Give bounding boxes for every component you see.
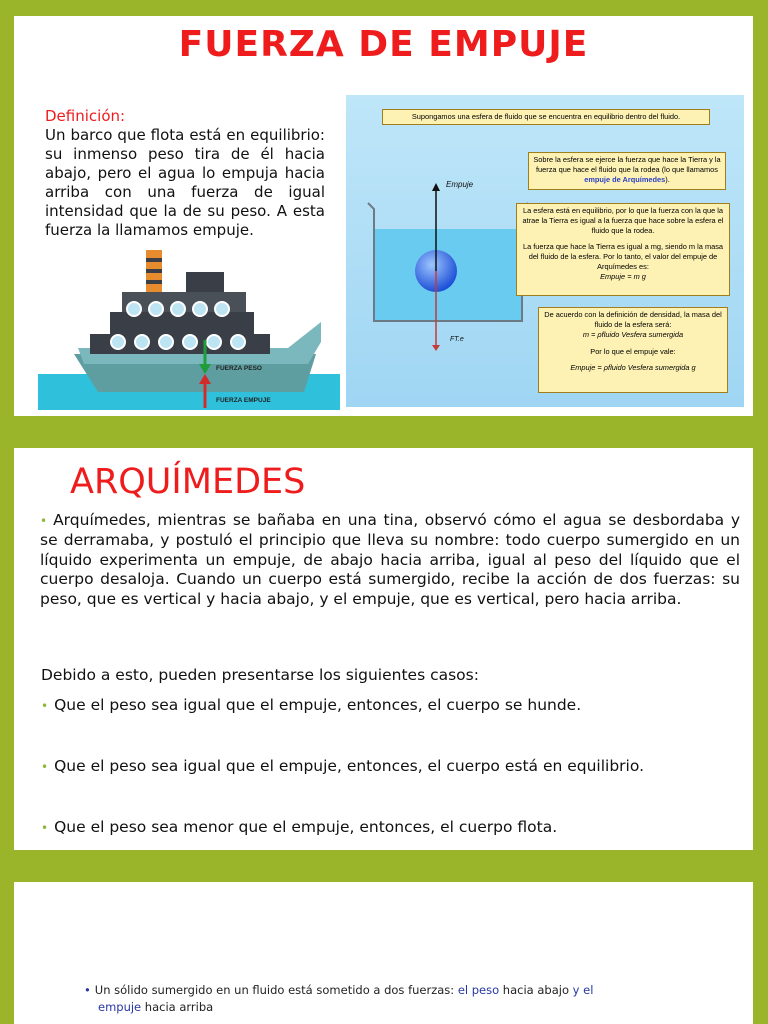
cases-intro: Debido a esto, pueden presentarse los siguientes casos: [41,666,479,684]
bullet-icon: • [41,699,49,713]
bullet-icon: • [41,760,49,774]
weight-label: FUERZA PESO [216,365,262,372]
note-3: De acuerdo con la definición de densidad, la masa del fluido de la esfera será: m = ρfluido Vesfera sumergida Por lo que el empuje vale: Empuje = ρfluido Vesfera sumergida g [538,307,728,393]
bullet-icon: • [40,514,48,528]
slide-forces-summary [14,882,753,1024]
ship-illustration [38,242,340,410]
archimedes-paragraph: • Arquímedes, mientras se bañaba en una tina, observó cómo el agua se desbordaba y se derramaba, y postuló el principio que lleva su nombre: todo cuerpo sumergido en un líquido experimenta un empuje, de abajo hacia arriba, igual al peso del líquido que el cuerpo desaloja. Cuando un cuerpo está sumergido, recibe la acción de dos fuerzas: su peso, que es vertical y hacia abajo, y el empuje, que es vertical, pero hacia arriba. [40,511,740,608]
ft-label: FT.e [450,336,464,343]
note-1: Sobre la esfera se ejerce la fuerza que hace la Tierra y la fuerza que hace el fluido que la rodea (lo que llamamos empuje de Arquímedes). [528,152,726,190]
note-2: La esfera está en equilibrio, por lo que la fuerza con la que la atrae la Tierra es igual a la fuerza que hace sobre la esfera el fluido que la rodea. La fuerza que hace la Tierra es igual a mg, siendo m la masa del fluido de la esfera. Por lo tanto, el valor del empuje de Arquímedes es: Empuje = m g [516,203,730,296]
bridge [186,272,224,292]
case-item: • Que el peso sea igual que el empuje, entonces, el cuerpo está en equilibrio. [41,757,645,775]
definition-text: Un barco que flota está en equilibrio: su inmenso peso tira de él hacia abajo, pero el agua lo empuja hacia arriba con una fuerza de igual intensidad que la de su peso. A esta fuerza la llamamos empuje. [45,126,325,239]
forces-summary-text: • Un sólido sumergido en un fluido está sometido a dos fuerzas: el peso hacia abajo y el empuje hacia arriba [84,983,594,1014]
slide-title: FUERZA DE EMPUJE [178,24,589,65]
case-item: • Que el peso sea menor que el empuje, entonces, el cuerpo flota. [41,818,558,836]
slide-fuerza-de-empuje [14,16,753,416]
slide-arquimedes [14,448,753,850]
archimedes-diagram-panel [346,95,744,407]
slide-title: ARQUÍMEDES [70,462,306,502]
note-top: Supongamos una esfera de fluido que se encuentra en equilibrio dentro del fluido. [382,109,710,125]
empuje-arquimedes-term: empuje de Arquímedes [584,174,666,184]
buoyancy-label: FUERZA EMPUJE [216,397,271,404]
definition-label: Definición: [45,107,126,125]
empuje-label: Empuje [446,180,474,189]
beaker-diagram [364,175,532,351]
bullet-icon: • [41,821,49,835]
bullet-icon: • [84,983,91,997]
case-item: • Que el peso sea igual que el empuje, entonces, el cuerpo se hunde. [41,696,582,714]
definition-box [45,107,325,253]
